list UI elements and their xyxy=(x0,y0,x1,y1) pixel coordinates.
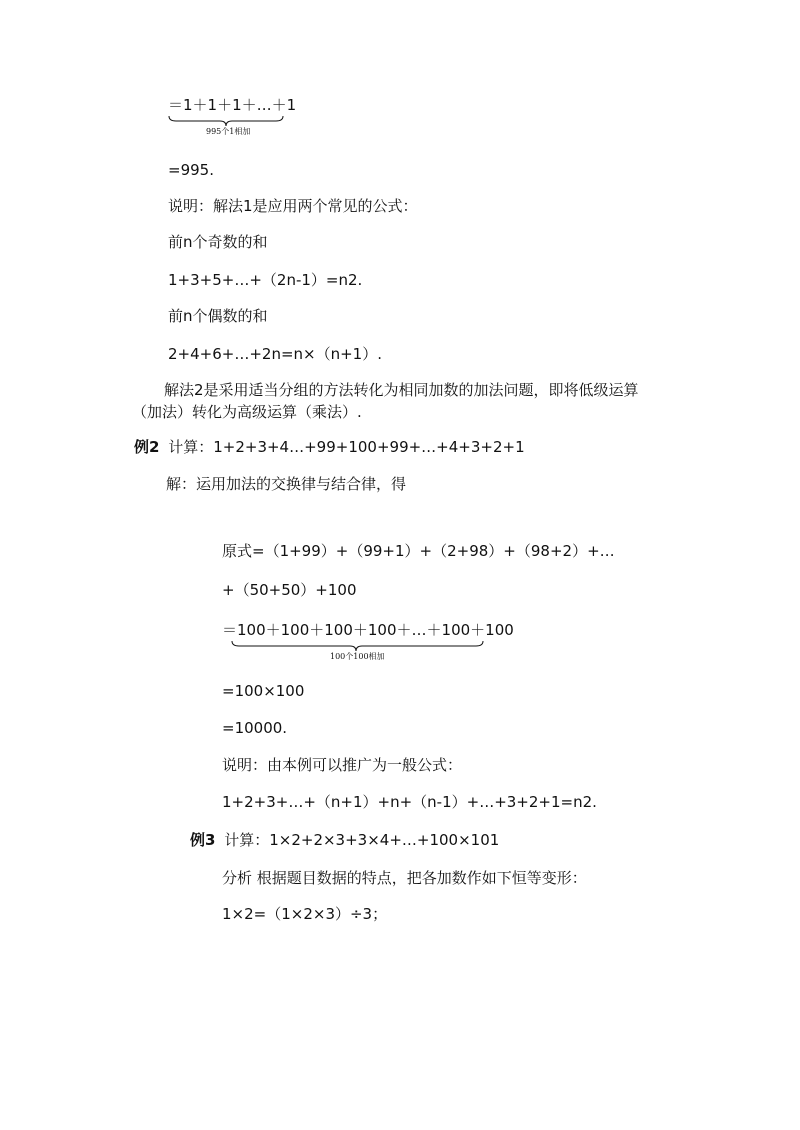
example-2-line1: 原式=（1+99）+（99+1）+（2+98）+（98+2）+… xyxy=(222,542,615,560)
example-2-line4: =10000. xyxy=(222,719,288,737)
example-2-heading xyxy=(134,437,525,457)
underbrace-label: 100个100相加 xyxy=(330,652,385,661)
example-3-heading xyxy=(190,830,499,850)
underbrace-expression: ＝1＋1＋1＋…＋1 xyxy=(168,96,297,114)
example-2-label: 例2 xyxy=(134,438,160,456)
underbrace-label: 995个1相加 xyxy=(206,127,251,136)
example-3-question: 计算：1×2+2×3+3×4+…+100×101 xyxy=(224,831,500,849)
underbrace-995 xyxy=(168,95,297,136)
example-2-line3: =100×100 xyxy=(222,682,305,700)
underbrace-100 xyxy=(222,620,514,661)
odd-sum-title: 前n个奇数的和 xyxy=(168,233,268,251)
result-995: =995. xyxy=(168,161,214,179)
example-2-formula: 1+2+3+…+（n+1）+n+（n-1）+…+3+2+1=n2. xyxy=(222,793,597,811)
method2-line2: （加法）转化为高级运算（乘法）. xyxy=(132,403,362,421)
example-2-line2: +（50+50）+100 xyxy=(222,581,357,599)
example-2-solution: 解：运用加法的交换律与结合律，得 xyxy=(166,475,407,493)
even-sum-formula: 2+4+6+…+2n=n×（n+1）. xyxy=(168,345,382,363)
note-method1: 说明：解法1是应用两个常见的公式： xyxy=(168,197,418,215)
example-2-question: 计算：1+2+3+4…+99+100+99+…+4+3+2+1 xyxy=(168,438,525,456)
example-3-label: 例3 xyxy=(190,831,216,849)
method2-line1: 解法2是采用适当分组的方法转化为相同加数的加法问题，即将低级运算 xyxy=(164,381,639,399)
example-3-analysis: 分析 根据题目数据的特点，把各加数作如下恒等变形： xyxy=(222,869,587,887)
underbrace-expression: ＝100＋100＋100＋100＋…＋100＋100 xyxy=(222,621,514,639)
even-sum-title: 前n个偶数的和 xyxy=(168,307,268,325)
example-3-line1: 1×2=（1×2×3）÷3； xyxy=(222,905,388,923)
odd-sum-formula: 1+3+5+…+（2n-1）=n2. xyxy=(168,271,363,289)
example-2-note: 说明：由本例可以推广为一般公式： xyxy=(222,756,463,774)
